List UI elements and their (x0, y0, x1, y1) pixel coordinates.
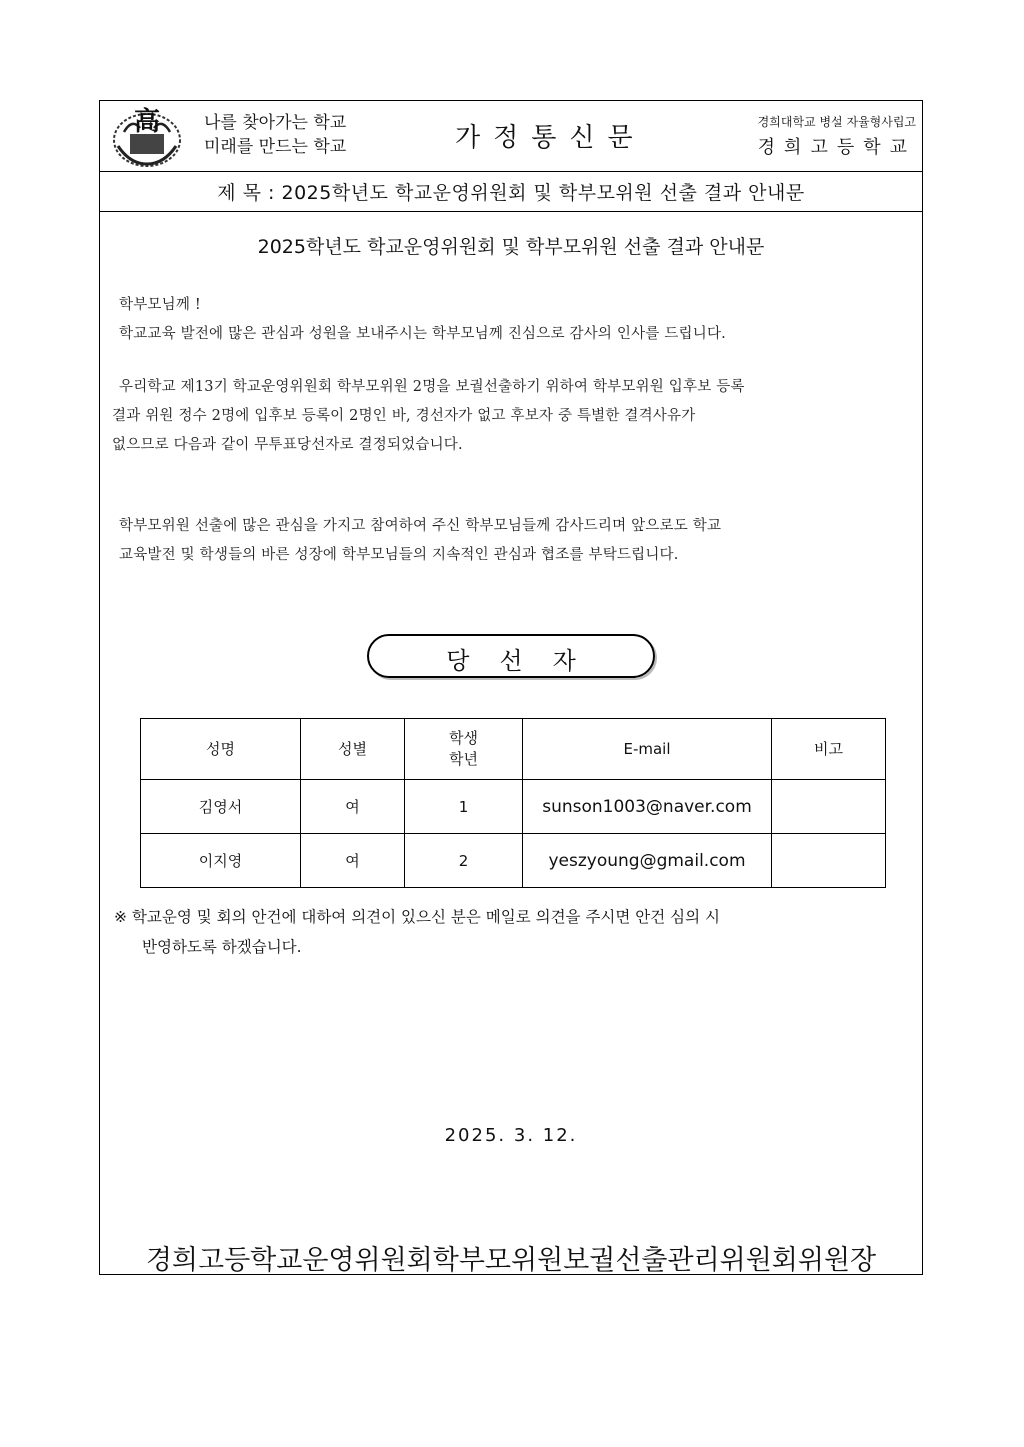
header-grade (405, 719, 523, 780)
cell-email: yeszyoung@gmail.com (523, 834, 772, 888)
school-emblem-icon (110, 106, 184, 168)
school-affiliation: 경희대학교 병설 자율형사립고 (757, 115, 916, 129)
paragraph-2-line-1: 우리학교 제13기 학교운영위원회 학부모위원 2명을 보궐선출하기 위하여 학부모위원 입후보 등록 (119, 379, 745, 395)
cell-remarks (772, 834, 886, 888)
header-grade-line-1: 학생 (449, 729, 478, 747)
paragraph-1: 학교교육 발전에 많은 관심과 성원을 보내주시는 학부모님께 진심으로 감사의 인사를 드립니다. (119, 326, 726, 342)
table-row (141, 834, 886, 888)
document-type: 가정통신문 (455, 123, 646, 153)
cell-gender: 여 (301, 780, 405, 834)
letter-header (100, 101, 922, 172)
motto-line-1: 나를 찾아가는 학교 (204, 113, 347, 133)
emblem-character: 高 (133, 107, 161, 137)
winners-table (140, 718, 886, 888)
subject-row (100, 171, 922, 212)
paragraph-3-line-2: 교육발전 및 학생들의 바른 성장에 학부모님들의 지속적인 관심과 협조를 부탁드립니다. (119, 547, 679, 563)
issue-date: 2025. 3. 12. (444, 1125, 578, 1146)
cell-name: 김영서 (141, 780, 301, 834)
school-name: 경희고등학교 (757, 137, 916, 158)
cell-grade: 1 (405, 780, 523, 834)
cell-remarks (772, 780, 886, 834)
document-frame (99, 100, 923, 1275)
note-line-2: 반영하도록 하겠습니다. (142, 938, 302, 956)
header-email: E-mail (523, 719, 772, 780)
cell-grade: 2 (405, 834, 523, 888)
header-grade-line-2: 학년 (449, 750, 478, 768)
paragraph-2-line-2: 결과 위원 정수 2명에 입후보 등록이 2명인 바, 경선자가 없고 후보자 중 특별한 결격사유가 (112, 408, 696, 424)
cell-name: 이지영 (141, 834, 301, 888)
note-line-1: ※ 학교운영 및 회의 안건에 대하여 의견이 있으신 분은 메일로 의견을 주시면 안건 심의 시 (114, 908, 721, 926)
header-gender: 성별 (301, 719, 405, 780)
winners-heading-box (367, 634, 655, 678)
table-row (141, 780, 886, 834)
header-name: 성명 (141, 719, 301, 780)
notice-title: 2025학년도 학교운영위원회 및 학부모위원 선출 결과 안내문 (257, 236, 765, 258)
table-header-row (141, 719, 886, 780)
header-remarks: 비고 (772, 719, 886, 780)
subject-line: 제 목 : 2025학년도 학교운영위원회 및 학부모위원 선출 결과 안내문 (217, 182, 805, 204)
signatory: 경희고등학교운영위원회학부모위원보궐선출관리위원회위원장 (145, 1245, 877, 1276)
motto-line-2: 미래를 만드는 학교 (204, 137, 347, 157)
greeting: 학부모님께 ! (119, 297, 201, 313)
winners-heading: 당선자 (446, 647, 606, 675)
paragraph-2-line-3: 없으므로 다음과 같이 무투표당선자로 결정되었습니다. (112, 437, 463, 453)
cell-gender: 여 (301, 834, 405, 888)
cell-email: sunson1003@naver.com (523, 780, 772, 834)
paragraph-3-line-1: 학부모위원 선출에 많은 관심을 가지고 참여하여 주신 학부모님들께 감사드리며 앞으로도 학교 (119, 518, 722, 534)
school-motto (204, 111, 346, 159)
